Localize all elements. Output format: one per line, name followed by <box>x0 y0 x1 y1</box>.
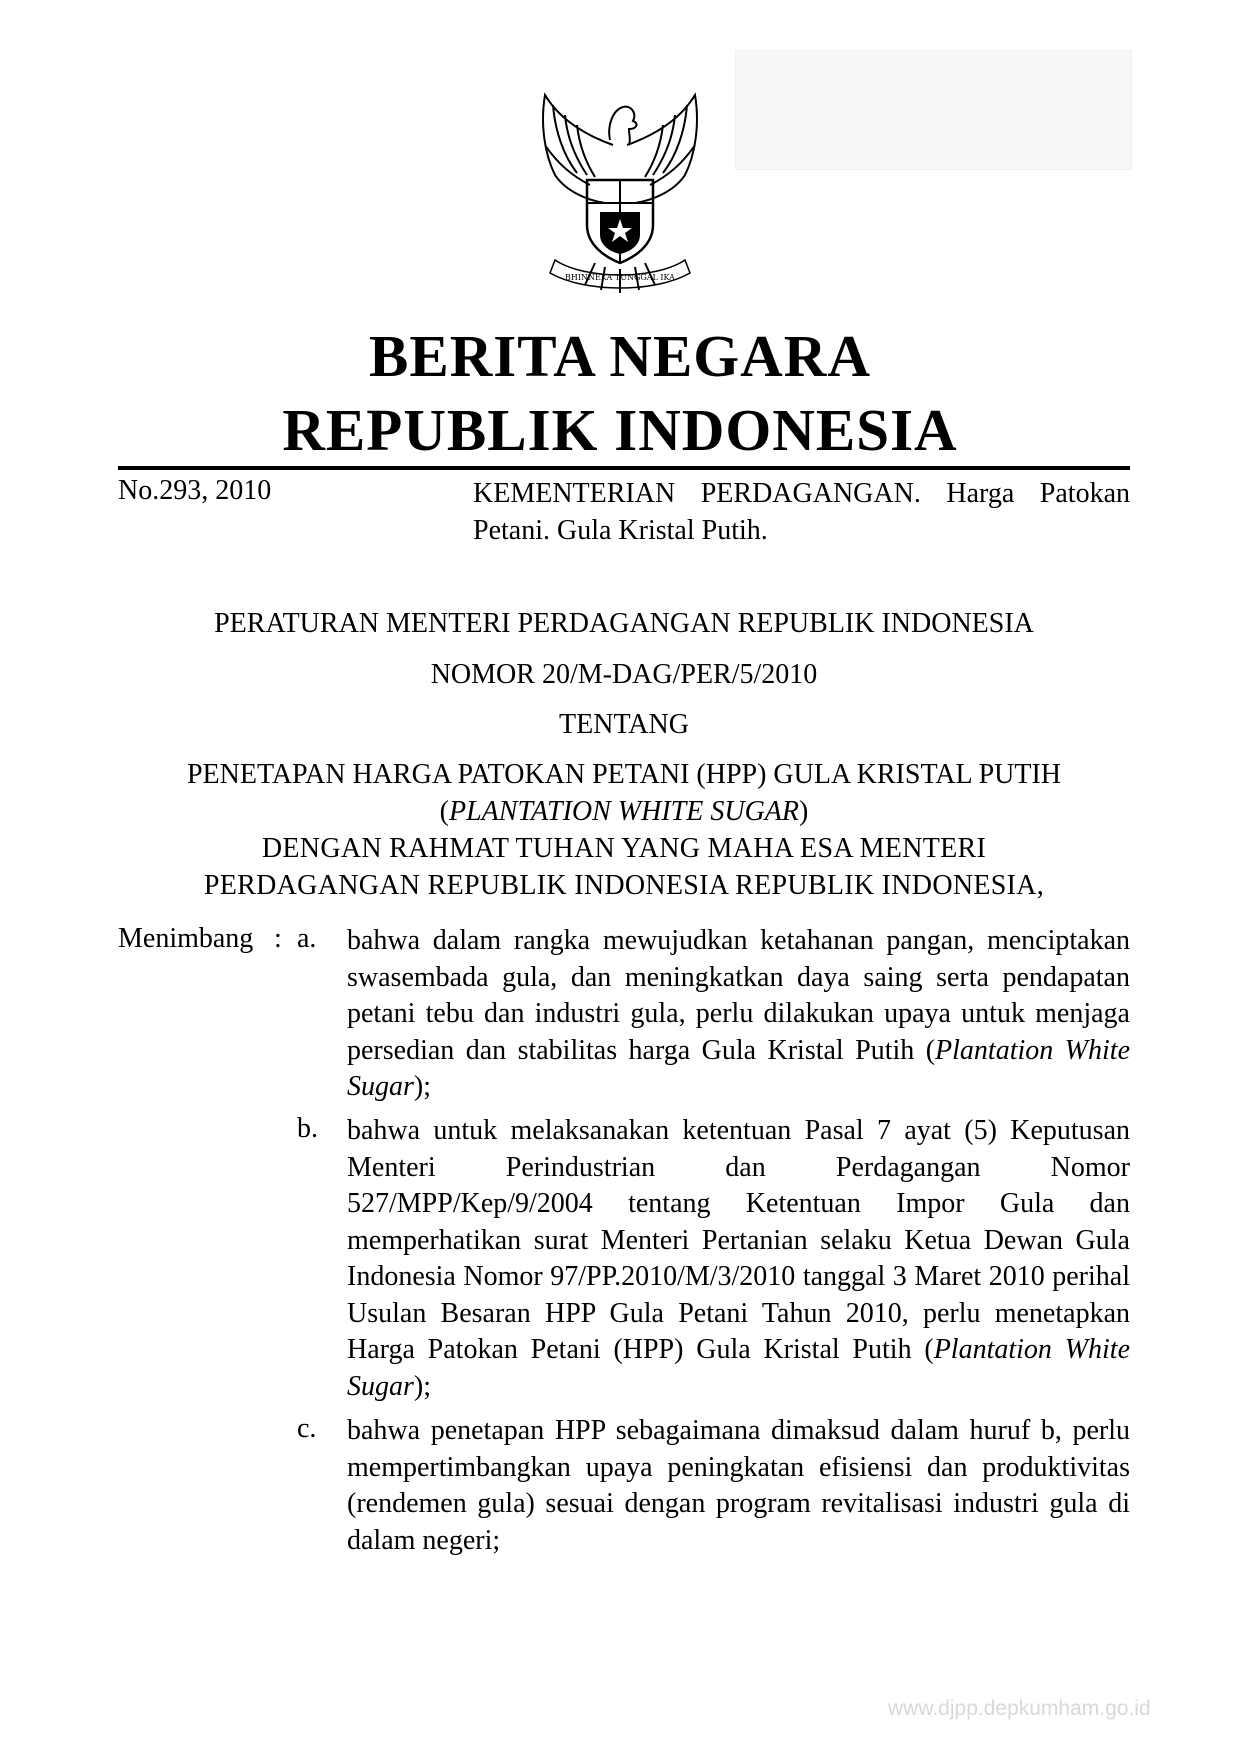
regulation-subject: PENETAPAN HARGA PATOKAN PETANI (HPP) GULA KRISTAL PUTIH (PLANTATION WHITE SUGAR) <box>186 759 1062 827</box>
preamble-invocation <box>118 830 1130 904</box>
masthead-title: BERITA NEGARA <box>368 323 872 389</box>
considering-item-b: bahwa untuk melaksanakan ketentuan Pasal 7 ayat (5) Keputusan Menteri Perindustrian dan Perdagangan Nomor 527/MPP/Kep/9/2004 tentang Ketentuan Impor Gula dan memperhatikan surat Menteri Pertanian selaku Ketua Dewan Gula Indonesia Nomor 97/PP.2010/M/3/2010 tanggal 3 Maret 2010 perihal Usulan Besaran HPP Gula Petani Tahun 2010, perlu menetapkan Harga Patokan Petani (HPP) Gula Kristal Putih (Plantation White Sugar); <box>347 1115 1131 1402</box>
item-letter-c: c. <box>297 1413 317 1444</box>
considering-item-a: bahwa dalam rangka mewujudkan ketahanan pangan, menciptakan swasembada gula, dan meningkatkan daya saing serta pendapatan petani tebu dan industri gula, perlu dilakukan upaya untuk menjaga persedian dan stabilitas harga Gula Kristal Putih (Plantation White Sugar); <box>347 925 1130 1102</box>
considering-colon: : <box>274 923 282 954</box>
regulation-subject-english: PLANTATION WHITE SUGAR <box>449 796 799 827</box>
regulation-about: TENTANG <box>559 709 689 740</box>
masthead-subtitle: REPUBLIK INDONESIA <box>282 397 958 463</box>
regulation-subject-main: PENETAPAN HARGA PATOKAN PETANI (HPP) GULA KRISTAL PUTIH <box>186 759 1062 790</box>
garuda-emblem-icon <box>515 85 725 295</box>
considering-item-c: bahwa penetapan HPP sebagaimana dimaksud dalam huruf b, perlu mempertimbangkan upaya peningkatan efisiensi dan produktivitas (rendemen gula) sesuai dengan program revitalisasi industri gula di dalam negeri; <box>347 1415 1130 1556</box>
preamble-line-2: PERDAGANGAN REPUBLIK INDONESIA REPUBLIK INDONESIA, <box>203 870 1045 901</box>
preamble-line-1: DENGAN RAHMAT TUHAN YANG MAHA ESA MENTERI <box>261 833 987 864</box>
regulation-title: PERATURAN MENTERI PERDAGANGAN REPUBLIK INDONESIA <box>214 608 1034 639</box>
footer-url: www.djpp.depkumham.go.id <box>888 1697 1151 1720</box>
stamp-area <box>735 50 1132 170</box>
gazette-number: No.293, 2010 <box>118 475 272 506</box>
header-divider <box>118 466 1130 470</box>
item-letter-b: b. <box>297 1113 318 1144</box>
item-letter-a: a. <box>297 923 317 954</box>
considering-label: Menimbang <box>118 923 254 954</box>
regulation-number: NOMOR 20/M-DAG/PER/5/2010 <box>430 659 818 690</box>
gazette-summary: KEMENTERIAN PERDAGANGAN. Harga Patokan Petani. Gula Kristal Putih. <box>473 478 1130 546</box>
motto-text: BHINNEKA TUNGGAL IKA <box>565 273 675 282</box>
